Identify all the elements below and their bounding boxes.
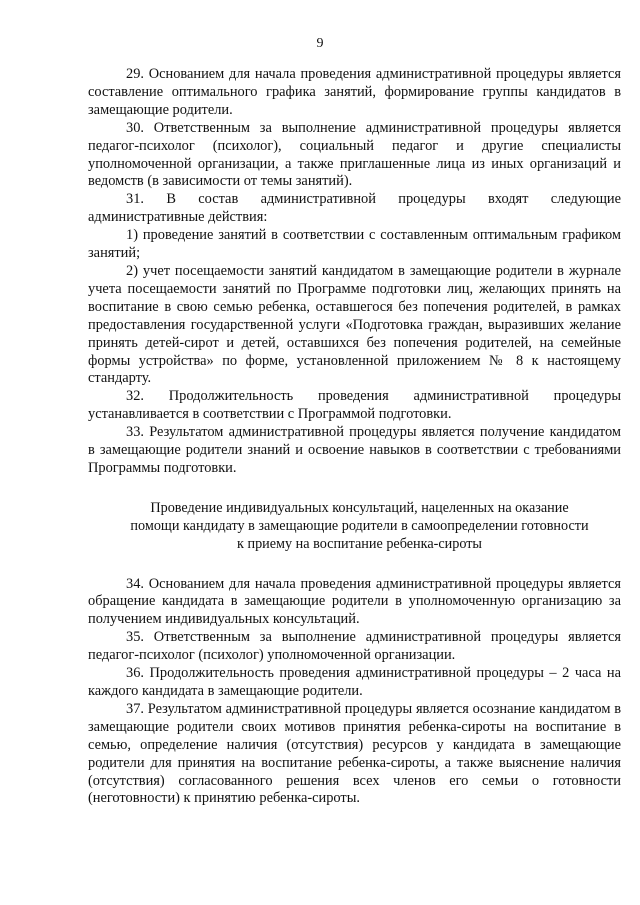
page-number: 9 xyxy=(316,36,324,51)
paragraph-32: 32. Продолжительность проведения административной процедуры устанавливается в соответствии с Программой подготовки. xyxy=(88,388,621,423)
paragraph-31: 31. В состав административной процедуры входят следующие административные действия: xyxy=(88,191,621,226)
section-heading: Проведение индивидуальных консультаций, нацеленных на оказание помощи кандидату в замещающие родители в самоопределении готовности к приему на воспитание ребенка-сироты xyxy=(130,499,589,552)
list-item-2: 2) учет посещаемости занятий кандидатом в замещающие родители в журнале учета посещаемости занятий по Программе подготовки лиц, желающих принять на воспитание в свою семью ребенка, оставшегося без попечения родителей, в рамках предоставления государственной услуги «Подготовка граждан, выразивших желание принять детей-сирот и детей, оставшихся без попечения родителей, на семейные формы устройства» по форме, установленной приложением № 8 к настоящему стандарту. xyxy=(88,262,621,387)
paragraph-34: 34. Основанием для начала проведения административной процедуры является обращение кандидата в замещающие родители в уполномоченную организацию за получением индивидуальных консультаций. xyxy=(88,575,621,628)
paragraph-29: 29. Основанием для начала проведения административной процедуры является составление оптимального графика занятий, формирование группы кандидатов в замещающие родители. xyxy=(88,66,621,118)
paragraph-33: 33. Результатом административной процедуры является получение кандидатом в замещающие родители знаний и освоение навыков в соответствии с требованиями Программы подготовки. xyxy=(88,424,621,476)
paragraph-30: 30. Ответственным за выполнение административной процедуры является педагог-психолог (психолог), социальный педагог и другие специалисты уполномоченной организации, а также приглашенные лица из иных организаций и ведомств (в зависимости от темы занятий). xyxy=(88,119,621,190)
list-item-1: 1) проведение занятий в соответствии с составленным оптимальным графиком занятий; xyxy=(88,227,621,262)
paragraph-37: 37. Результатом административной процедуры является осознание кандидатом в замещающие родители своих мотивов принятия ребенка-сироты на воспитание в семью, определение наличия (отсутствия) ресурсов у кандидата в замещающие родители для принятия на воспитание ребенка-сироты, а также выяснение наличия (отсутствия) согласованного решения всех членов его семьи о готовности (неготовности) к принятию ребенка-сироты. xyxy=(88,700,621,807)
paragraph-35: 35. Ответственным за выполнение административной процедуры является педагог-психолог (психолог) уполномоченной организации. xyxy=(88,629,621,664)
document-body xyxy=(88,66,621,808)
paragraph-36: 36. Продолжительность проведения административной процедуры – 2 часа на каждого кандидата в замещающие родители. xyxy=(88,665,621,699)
